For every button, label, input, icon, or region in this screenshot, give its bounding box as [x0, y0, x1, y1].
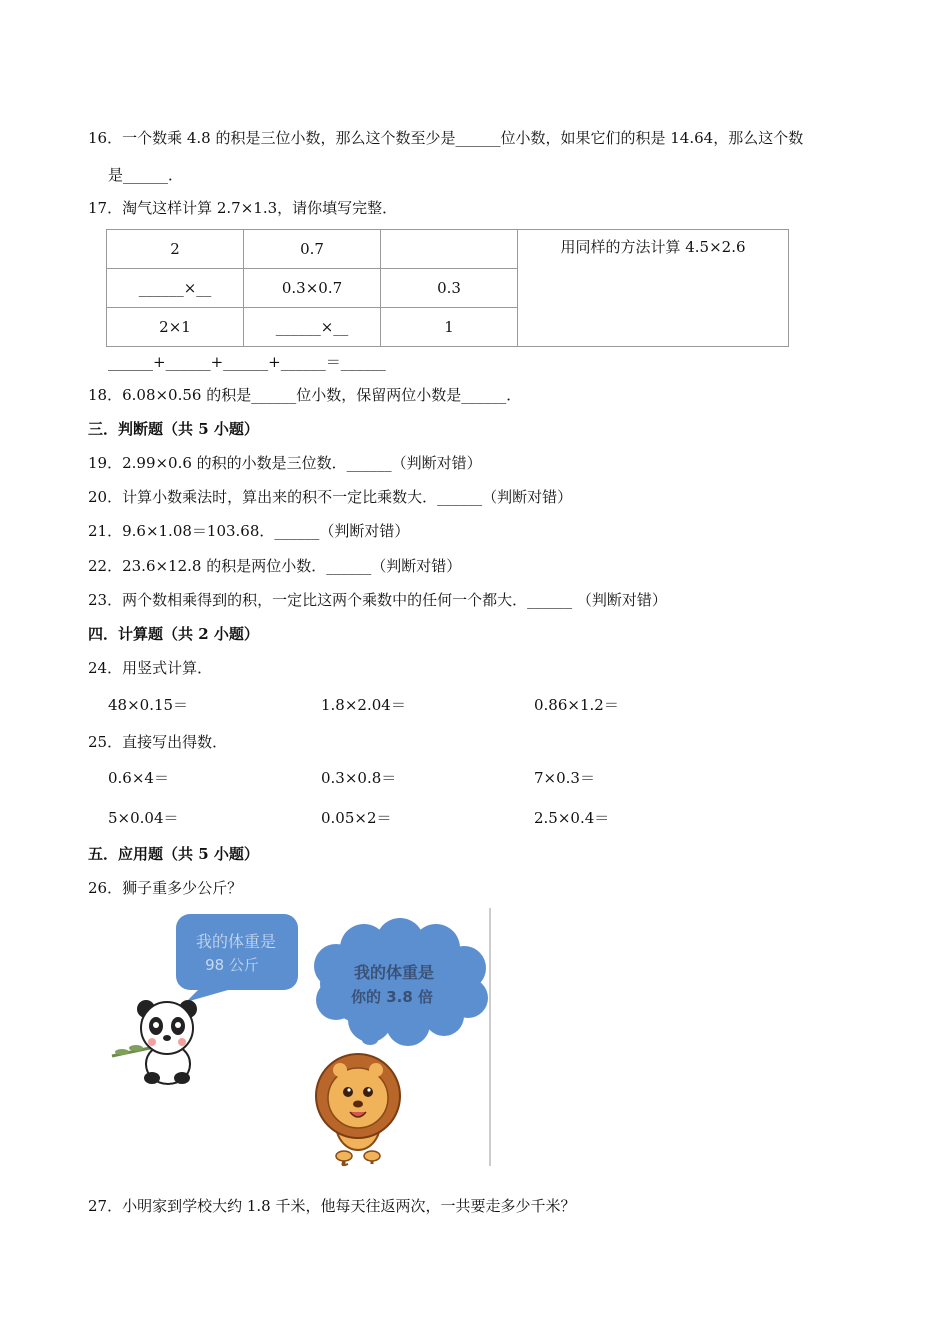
panda-icon	[112, 1000, 197, 1084]
section-3-heading: 三．判断题（共 5 小题）	[88, 420, 259, 438]
q17-cell-r1c2: 0.7	[244, 230, 381, 269]
q26-illustration	[108, 906, 494, 1168]
q20-text: 20．计算小数乘法时，算出来的积不一定比乘数大．______（判断对错）	[88, 488, 573, 506]
q17-cell-r2c2: 0.3×0.7	[244, 269, 381, 308]
q25-r1-item-1: 0.6×4＝	[108, 769, 169, 787]
lion-bubble-line2: 你的 3.8 倍	[350, 988, 434, 1006]
q25-r2-item-2: 0.05×2＝	[321, 809, 392, 827]
q18-text: 18．6.08×0.56 的积是______位小数，保留两位小数是______．	[88, 386, 522, 404]
lion-bubble-line1: 我的体重是	[353, 963, 435, 982]
q17-text: 17．淘气这样计算 2.7×1.3，请你填写完整．	[88, 199, 398, 217]
q17-table	[106, 229, 789, 347]
q24-text: 24．用竖式计算．	[88, 659, 213, 677]
q24-item-2: 1.8×2.04＝	[321, 696, 406, 714]
q25-r2-item-1: 5×0.04＝	[108, 809, 179, 827]
lion-thought-bubble	[314, 918, 488, 1046]
q25-r1-item-3: 7×0.3＝	[534, 769, 595, 787]
q22-text: 22．23.6×12.8 的积是两位小数．______（判断对错）	[88, 557, 462, 575]
q17-side-cell: 用同样的方法计算 4.5×2.6	[518, 230, 789, 347]
lion-icon	[316, 1054, 400, 1165]
panda-bubble-line2: 98 公斤	[205, 956, 259, 974]
q24-item-3: 0.86×1.2＝	[534, 696, 619, 714]
q17-cell-r3c2: ______×__	[244, 308, 381, 347]
q25-r1-item-2: 0.3×0.8＝	[321, 769, 397, 787]
q19-text: 19．2.99×0.6 的积的小数是三位数．______（判断对错）	[88, 454, 482, 472]
panda-bubble-line1: 我的体重是	[195, 932, 277, 951]
q26-figure	[108, 906, 494, 1168]
q17-cell-r1c1: 2	[107, 230, 244, 269]
q17-cell-r3c1: 2×1	[107, 308, 244, 347]
q25-text: 25．直接写出得数．	[88, 733, 228, 751]
q25-r2-item-3: 2.5×0.4＝	[534, 809, 610, 827]
q17-cell-r3c3: 1	[381, 308, 518, 347]
section-5-heading: 五．应用题（共 5 小题）	[88, 845, 259, 863]
section-4-heading: 四．计算题（共 2 小题）	[88, 625, 259, 643]
q24-item-1: 48×0.15＝	[108, 696, 189, 714]
q17-cell-r2c1: ______×__	[107, 269, 244, 308]
q17-sum: ______+______+______+______＝______	[108, 353, 386, 371]
q16-line1: 16．一个数乘 4.8 的积是三位小数，那么这个数至少是______位小数，如果它们的积是 14.64，那么这个数	[88, 129, 804, 147]
q17-cell-r1c3	[381, 230, 518, 269]
q23-text: 23．两个数相乘得到的积，一定比这两个乘数中的任何一个都大．______ （判断对错）	[88, 591, 667, 609]
q17-cell-r2c3: 0.3	[381, 269, 518, 308]
q16-line2: 是______．	[108, 166, 184, 184]
q27-text: 27．小明家到学校大约 1.8 千米，他每天往返两次，一共要走多少千米？	[88, 1197, 576, 1215]
q26-text: 26．狮子重多少公斤？	[88, 879, 243, 897]
q21-text: 21．9.6×1.08＝103.68．______（判断对错）	[88, 522, 410, 540]
panda-speech-bubble	[176, 914, 298, 1002]
